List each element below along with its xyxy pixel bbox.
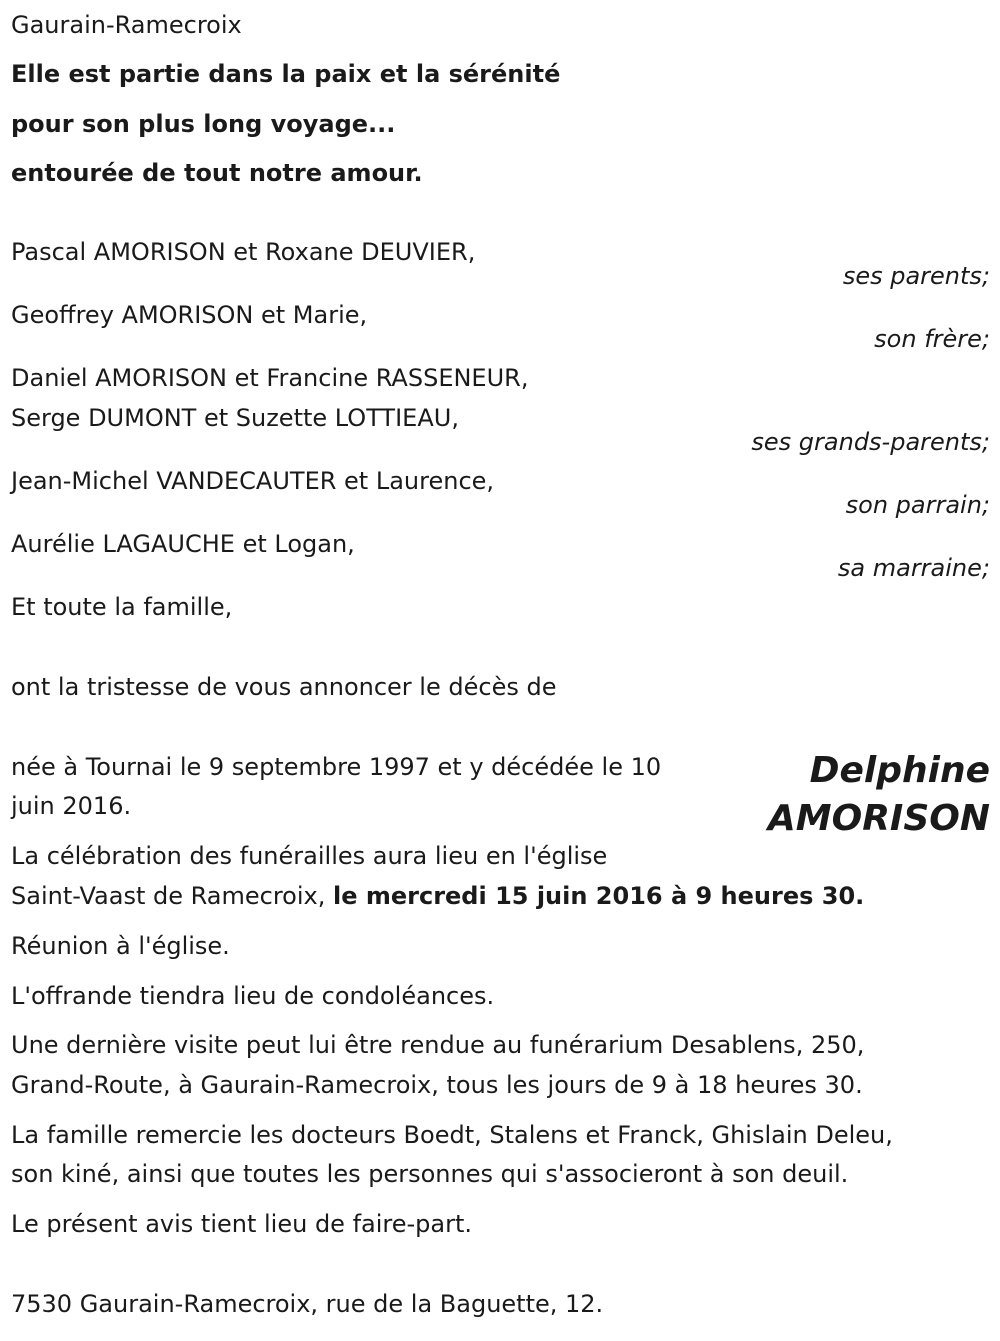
deceased-last-name: AMORISON (767, 798, 990, 839)
thanks-line-1: La famille remercie les docteurs Boedt, Stalens et Franck, Ghislain Deleu, (11, 1121, 893, 1149)
epitaph-line-2: pour son plus long voyage... (11, 110, 396, 138)
family-grandparents-role: ses grands-parents; (751, 428, 990, 456)
family-closing: Et toute la famille, (11, 593, 233, 621)
family-godfather-role: son parrain; (845, 491, 990, 519)
thanks-line-2: son kiné, ainsi que toutes les personnes qui s'associeront à son deuil. (11, 1160, 849, 1188)
family-brother-names: Geoffrey AMORISON et Marie, (11, 301, 368, 329)
family-godmother-names: Aurélie LAGAUCHE et Logan, (11, 530, 355, 558)
visit-line-1: Une dernière visite peut lui être rendue au funérarium Desablens, 250, (11, 1031, 865, 1059)
birth-death-line-1: née à Tournai le 9 septembre 1997 et y décédée le 10 (11, 753, 662, 781)
family-parents-names: Pascal AMORISON et Roxane DEUVIER, (11, 238, 476, 266)
announcement-text: ont la tristesse de vous annoncer le décès de (11, 673, 557, 701)
offering-text: L'offrande tiendra lieu de condoléances. (11, 982, 495, 1010)
family-grandparents-names-1: Daniel AMORISON et Francine RASSENEUR, (11, 364, 529, 392)
deceased-first-name: Delphine (809, 750, 990, 791)
address-text: 7530 Gaurain-Ramecroix, rue de la Baguette, 12. (11, 1290, 604, 1318)
funeral-line-1: La célébration des funérailles aura lieu en l'église (11, 842, 608, 870)
meeting-text: Réunion à l'église. (11, 932, 230, 960)
epitaph-line-3: entourée de tout notre amour. (11, 159, 423, 187)
epitaph-line-1: Elle est partie dans la paix et la sérénité (11, 60, 561, 88)
family-brother-role: son frère; (874, 325, 990, 353)
family-grandparents-names-2: Serge DUMONT et Suzette LOTTIEAU, (11, 404, 459, 432)
notice-text: Le présent avis tient lieu de faire-part. (11, 1210, 473, 1238)
funeral-line-2 (11, 882, 864, 911)
family-godfather-names: Jean-Michel VANDECAUTER et Laurence, (11, 467, 495, 495)
family-parents-role: ses parents; (842, 262, 990, 290)
funeral-church: Saint-Vaast de Ramecroix, (11, 882, 333, 910)
family-godmother-role: sa marraine; (837, 554, 990, 582)
visit-line-2: Grand-Route, à Gaurain-Ramecroix, tous les jours de 9 à 18 heures 30. (11, 1071, 863, 1099)
funeral-datetime: le mercredi 15 juin 2016 à 9 heures 30. (332, 882, 865, 910)
location-header: Gaurain-Ramecroix (11, 11, 242, 39)
birth-death-line-2: juin 2016. (11, 792, 132, 820)
